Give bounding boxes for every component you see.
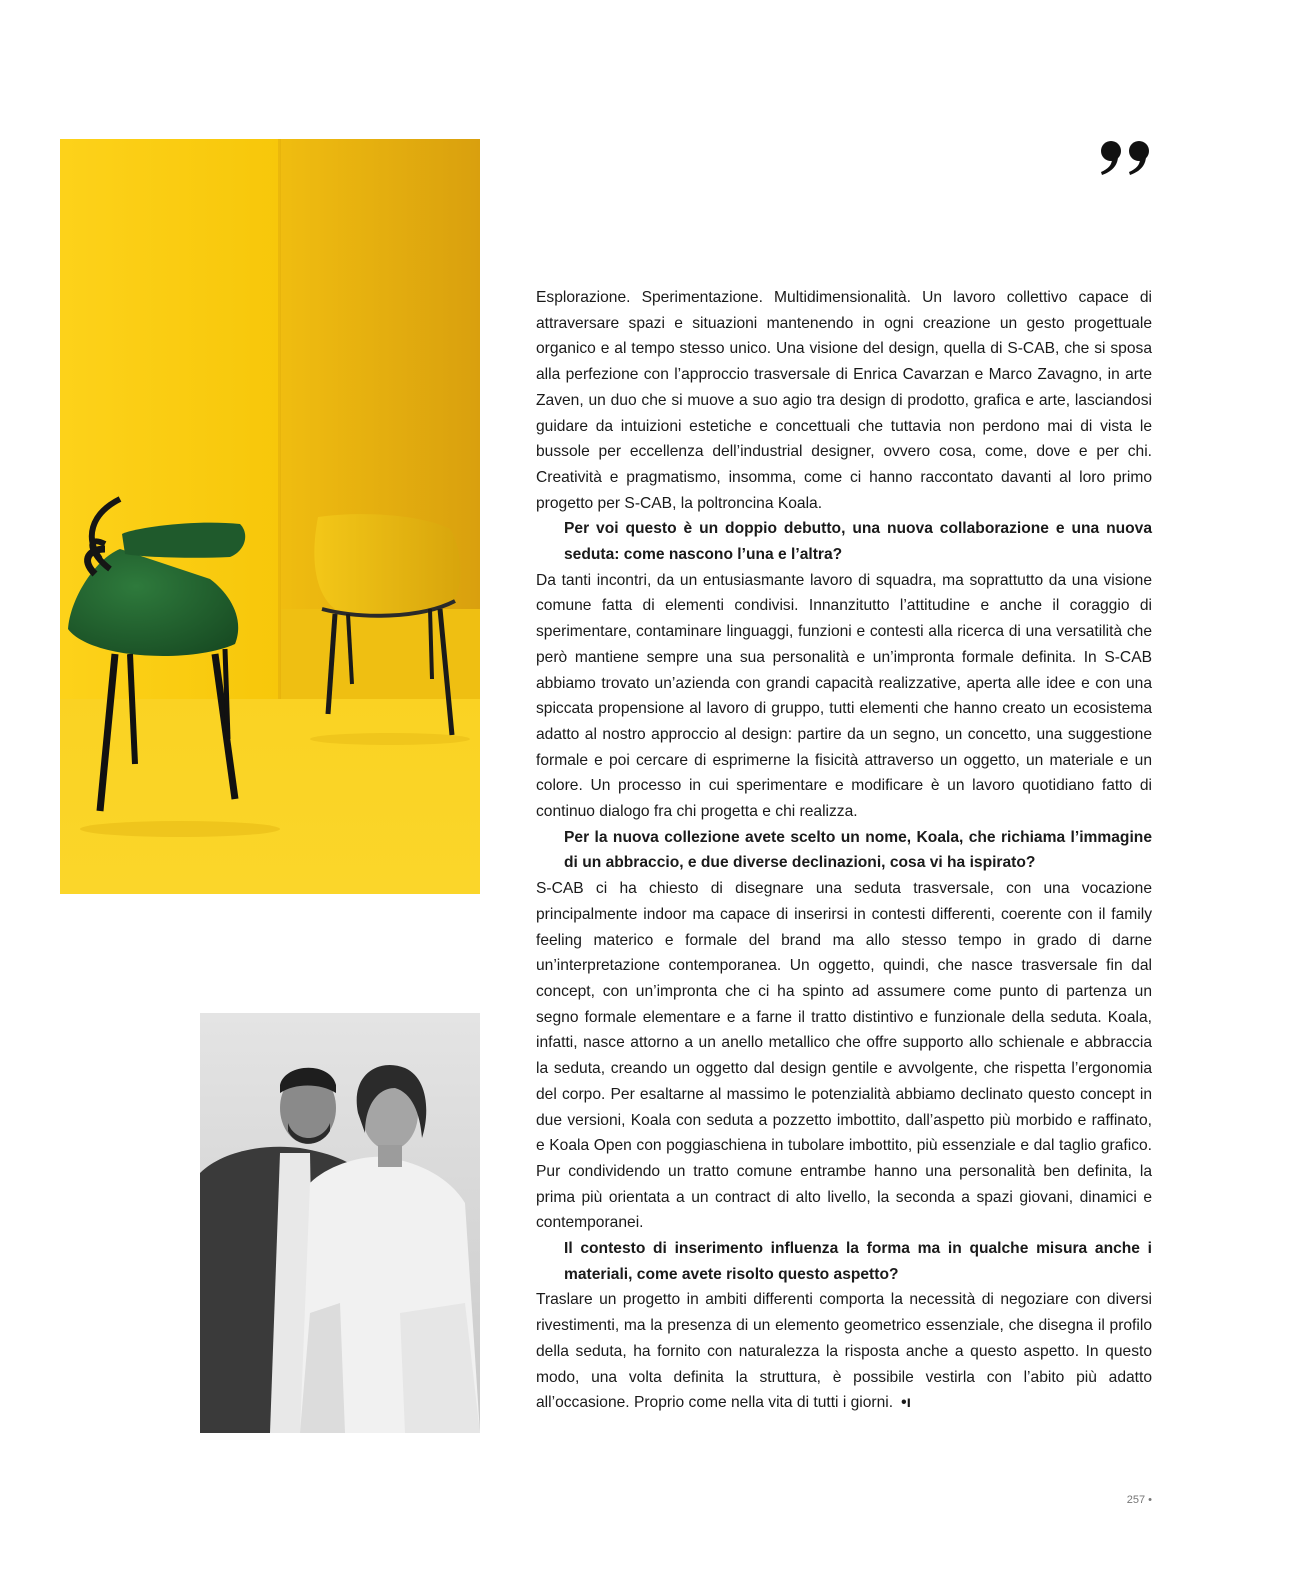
question-2: Per la nuova collezione avete scelto un nome, Koala, che richiama l’immagine di un abbraccio, e due diverse declinazioni, cosa vi ha ispirato? — [564, 828, 1152, 872]
designers-portrait-photo — [200, 1013, 480, 1433]
answer-2: S-CAB ci ha chiesto di disegnare una seduta trasversale, con una vocazione principalmente indoor ma capace di inserirsi in contesti differenti, coerente con il family feeling materico e formale del brand ma allo stesso tempo in grado di darne un’interpretazione contemporanea. Un oggetto, quindi, che nasce trasversale fin dal concept, con un’impronta che ci ha spinto ad assumere come punto di partenza un segno formale elementare e a farne il tratto distintivo e funzionale della seduta. Koala, infatti, nasce attorno a un anello metallico che offre supporto allo schienale e abbraccia la seduta, creando un oggetto dal design gentile e avvolgente, che rispetta l’ergonomia del corpo. Per esaltarne al massimo le potenzialità abbiamo declinato questo concept in due versioni, Koala con seduta a pozzetto imbottito, dall’aspetto più morbido e raffinato, e Koala Open con poggiaschiena in tubolare imbottito, più essenziale e dal taglio grafico. Pur condividendo un tratto comune entrambe hanno una personalità ben definita, la prima più orientata a un contract di alto livello, la seconda a spazi giovani, dinamici e contemporanei. — [536, 880, 1152, 1232]
page-number: 257 • — [1126, 1494, 1152, 1506]
intro-paragraph: Esplorazione. Sperimentazione. Multidimensionalità. Un lavoro collettivo capace di attraversare spazi e situazioni mantenendo in ogni creazione un gesto progettuale organico e al tempo stesso unico. Una visione del design, quella di S-CAB, che si sposa alla perfezione con l’approccio trasversale di Enrica Cavarzan e Marco Zavagno, in arte Zaven, un duo che si muove a suo agio tra design di prodotto, grafica e arte, lasciandosi guidare da intuizioni estetiche e concettuali che tuttavia non perdono mai di vista le bussole per eccellenza dell’industrial designer, ovvero cosa, come, dove e per chi. Creatività e pragmatismo, insomma, come ci hanno raccontato davanti al loro primo progetto per S-CAB, la poltroncina Koala. — [536, 289, 1152, 512]
article-body — [536, 285, 1152, 1416]
answer-3 — [536, 1287, 1152, 1416]
question-1: Per voi questo è un doppio debutto, una nuova collaborazione e una nuova seduta: come nascono l’una e l’altra? — [564, 520, 1152, 564]
question-3: Il contesto di inserimento influenza la forma ma in qualche misura anche i materiali, come avete risolto questo aspetto? — [564, 1240, 1152, 1283]
answer-1: Da tanti incontri, da un entusiasmante lavoro di squadra, ma soprattutto da una visione comune fatta di elementi condivisi. Innanzitutto l’attitudine e anche il coraggio di sperimentare, contaminare linguaggi, funzioni e contesti alla ricerca di una versatilità che però mantiene sempre una sua personalità e un’impronta formale definita. In S-CAB abbiamo trovato un’azienda con grandi capacità realizzative, aperta alle idee e con una spiccata propensione al lavoro di gruppo, tutti elementi che hanno creato un ecosistema adatto al nostro approccio al design: partire da un segno, un concetto, una suggestione formale e poi cercare di esprimerne la fisicità attraverso un oggetto, un materiale e un colore. Un processo in cui sperimentare e modificare è un lavoro quotidiano fatto di continuo dialogo fra chi progetta e chi realizza. — [536, 571, 1152, 821]
end-of-article-mark: •ı — [901, 1394, 911, 1412]
answer-3-text: Traslare un progetto in ambiti differenti comporta la necessità di negoziare con diversi rivestimenti, ma la presenza di un elemento geometrico essenziale, che disegna il profilo della seduta, ha fornito con naturalezza la risposta anche a questo aspetto. In questo modo, una volta definita la struttura, è possibile vestirla con l’abito più adatto all’occasione. Proprio come nella vita di tutti i giorni. — [536, 1291, 1152, 1412]
chairs-photo — [60, 139, 480, 894]
closing-quote-icon — [1096, 120, 1156, 180]
